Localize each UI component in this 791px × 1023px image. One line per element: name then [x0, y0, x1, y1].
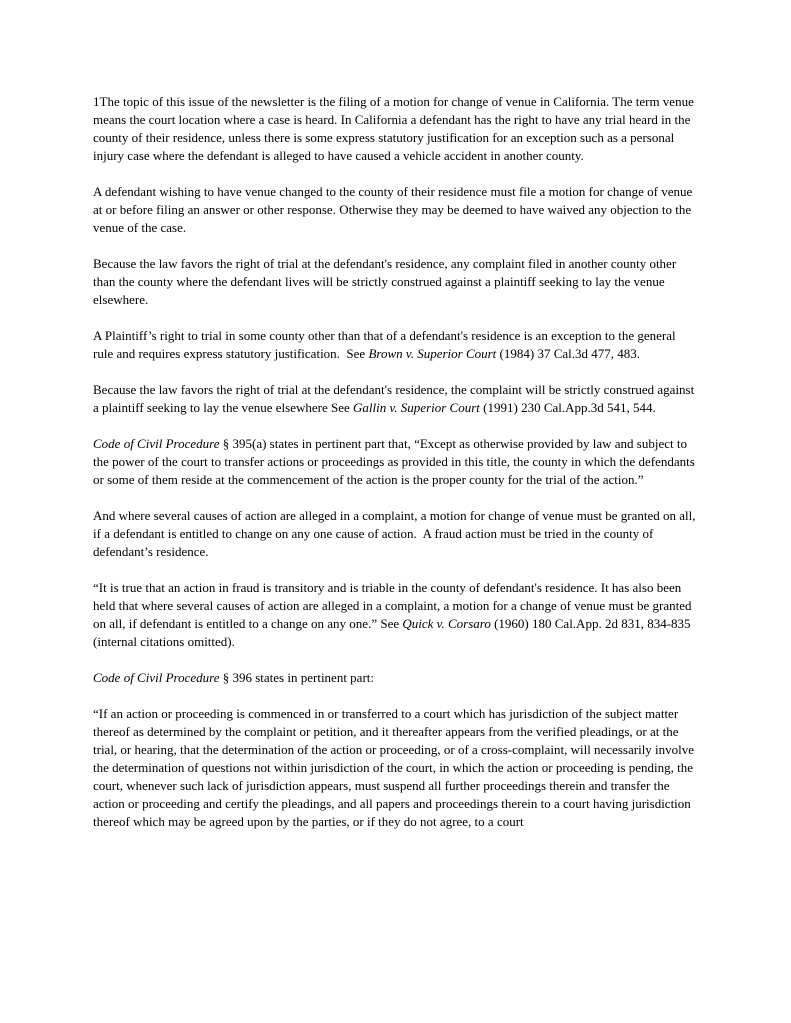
paragraph [93, 579, 698, 651]
italic-text-run: Code of Civil Procedure [93, 670, 220, 685]
italic-text-run: Quick v. Corsaro [402, 616, 491, 631]
text-run: Because the law favors the right of trial at the defendant's residence, any complaint filed in another county other than the county where the defendant lives will be strictly construed against a plaintiff seeking to lay the venue elsewhere. [93, 256, 680, 307]
text-run: (1960) 180 Cal.App. 2d 831, 834-835 (internal citations omitted). [93, 616, 694, 649]
paragraph [93, 183, 698, 237]
text-run: A defendant wishing to have venue changed to the county of their residence must file a motion for change of venue at or before filing an answer or other response. Otherwise they may be deemed to have waived any objection to the venue of the case. [93, 184, 696, 235]
text-run: And where several causes of action are alleged in a complaint, a motion for change of venue must be granted on all, if a defendant is entitled to change on any one cause of action. A fraud action must be tried in the county of defendant’s residence. [93, 508, 699, 559]
italic-text-run: Gallin v. Superior Court [353, 400, 480, 415]
paragraph [93, 507, 698, 561]
paragraph [93, 381, 698, 417]
document-content [93, 93, 698, 831]
text-run: “It is true that an action in fraud is transitory and is triable in the county of defendant's residence. It has also been held that where several causes of action are alleged in a complaint, a motion for a change of venue must be granted on all, if defendant is entitled to a change on any one.” See [93, 580, 695, 631]
text-run: A Plaintiff’s right to trial in some county other than that of a defendant's residence is an exception to the general rule and requires express statutory justification. See [93, 328, 679, 361]
paragraph [93, 705, 698, 831]
text-run: § 395(a) states in pertinent part that, “Except as otherwise provided by law and subject to the power of the court to transfer actions or proceedings as provided in this title, the county in which the defendants or some of them reside at the commencement of the action is the proper county for the trial of the action.” [93, 436, 699, 487]
text-run: “If an action or proceeding is commenced in or transferred to a court which has jurisdiction of the subject matter thereof as determined by the complaint or petition, and it thereafter appears from the verified pleadings, or at the trial, or hearing, that the determination of the action or proceeding, or of a cross-complaint, will necessarily involve the determination of questions not within jurisdiction of the court, in which the action or proceeding is pending, the court, whenever such lack of jurisdiction appears, must suspend all further proceedings therein and transfer the action or proceeding and certify the pleadings, and all papers and proceedings therein to a court having jurisdiction thereof which may be agreed upon by the parties, or if they do not agree, to a court [93, 706, 698, 829]
paragraph [93, 255, 698, 309]
paragraph [93, 669, 698, 687]
text-run: (1984) 37 Cal.3d 477, 483. [496, 346, 641, 361]
italic-text-run: Code of Civil Procedure [93, 436, 220, 451]
paragraph [93, 435, 698, 489]
paragraph [93, 93, 698, 165]
text-run: Because the law favors the right of trial at the defendant's residence, the complaint will be strictly construed against a plaintiff seeking to lay the venue elsewhere See [93, 382, 698, 415]
text-run: (1991) 230 Cal.App.3d 541, 544. [479, 400, 656, 415]
text-run: § 396 states in pertinent part: [219, 670, 375, 685]
paragraph [93, 327, 698, 363]
text-run: 1The topic of this issue of the newsletter is the filing of a motion for change of venue in California. The term venue means the court location where a case is heard. In California a defendant has the right to have any trial heard in the county of their residence, unless there is some express statutory justification for an exception such as a personal injury case where the defendant is alleged to have caused a vehicle accident in another county. [93, 94, 698, 163]
italic-text-run: Brown v. Superior Court [368, 346, 497, 361]
